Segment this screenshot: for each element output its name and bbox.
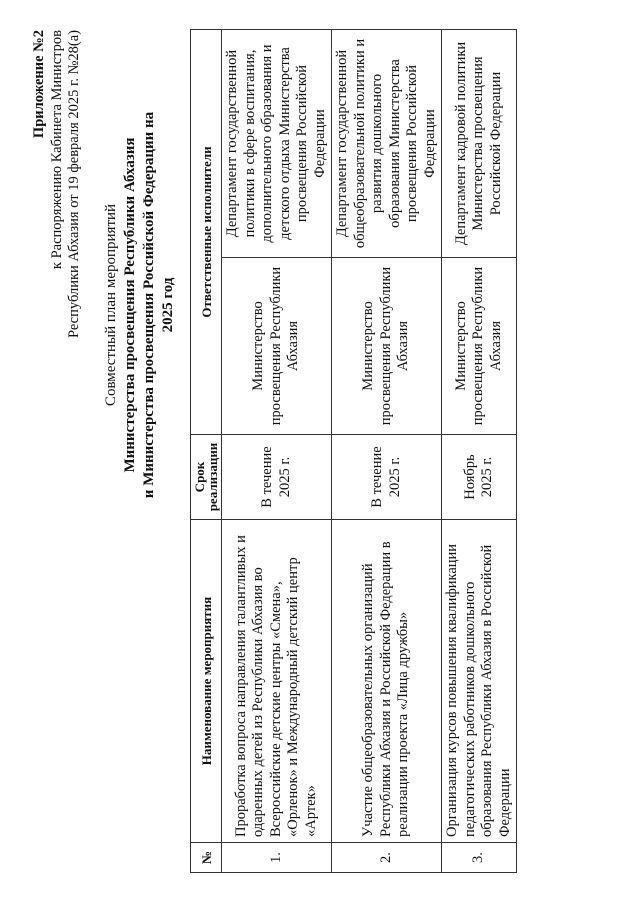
title-line: Министерства просвещения Республики Абхазия bbox=[122, 137, 138, 473]
table-row bbox=[332, 30, 442, 873]
cell-term: Ноябрь 2025 г. bbox=[442, 435, 517, 520]
header-name: Наименование мероприятия bbox=[191, 520, 222, 843]
cell-executor-rf: Департамент государственной общеобразовательной политики и развития дошкольного образования Министерства просвещения Российской Федерации bbox=[332, 30, 442, 258]
cell-executor-rf: Департамент кадровой политики Министерства просвещения Российской Федерации bbox=[442, 30, 517, 258]
table-row bbox=[442, 30, 517, 873]
cell-name: Проработка вопроса направления талантливых и одаренных детей из Республики Абхазия во Всероссийские детские центры «Смена», «Орленок» и Международный детский центр «Артек» bbox=[222, 520, 332, 843]
cell-executor-rf: Департамент государственной политики в сфере воспитания, дополнительного образования и детского отдыха Министерства просвещения Российской Федерации bbox=[222, 30, 332, 258]
cell-num: 3. bbox=[442, 843, 517, 873]
table-header-row bbox=[191, 30, 222, 873]
appendix-block bbox=[31, 30, 84, 338]
appendix-line: Республики Абхазия от 19 февраля 2025 г. №28(а) bbox=[66, 30, 82, 338]
title-line: Совместный план мероприятий bbox=[103, 203, 119, 407]
cell-num: 2. bbox=[332, 843, 442, 873]
cell-name: Участие общеобразовательных организаций Республики Абхазия и Российской Федерации в реализации проекта «Лица дружбы» bbox=[332, 520, 442, 843]
document-title bbox=[102, 105, 178, 505]
plan-table bbox=[190, 29, 517, 873]
header-num: № bbox=[191, 843, 222, 873]
appendix-title: Приложение №2 bbox=[31, 30, 47, 139]
table-row bbox=[222, 30, 332, 873]
header-executors: Ответственные исполнители bbox=[191, 30, 222, 435]
cell-term: В течение 2025 г. bbox=[222, 435, 332, 520]
cell-executor-ra: Министерство просвещения Республики Абхазия bbox=[332, 258, 442, 435]
appendix-line: к Распоряжению Кабинета Министров bbox=[48, 30, 65, 270]
cell-executor-ra: Министерство просвещения Республики Абхазия bbox=[222, 258, 332, 435]
header-term: Срок реализации bbox=[191, 435, 222, 520]
cell-name: Организация курсов повышения квалификации педагогических работников дошкольного образования Республики Абхазия в Российской Федерации bbox=[442, 520, 517, 843]
cell-executor-ra: Министерство просвещения Республики Абхазия bbox=[442, 258, 517, 435]
cell-term: В течение 2025 г. bbox=[332, 435, 442, 520]
cell-num: 1. bbox=[222, 843, 332, 873]
title-line: и Министерства просвещения Российской Федерации на 2025 год bbox=[141, 111, 176, 499]
